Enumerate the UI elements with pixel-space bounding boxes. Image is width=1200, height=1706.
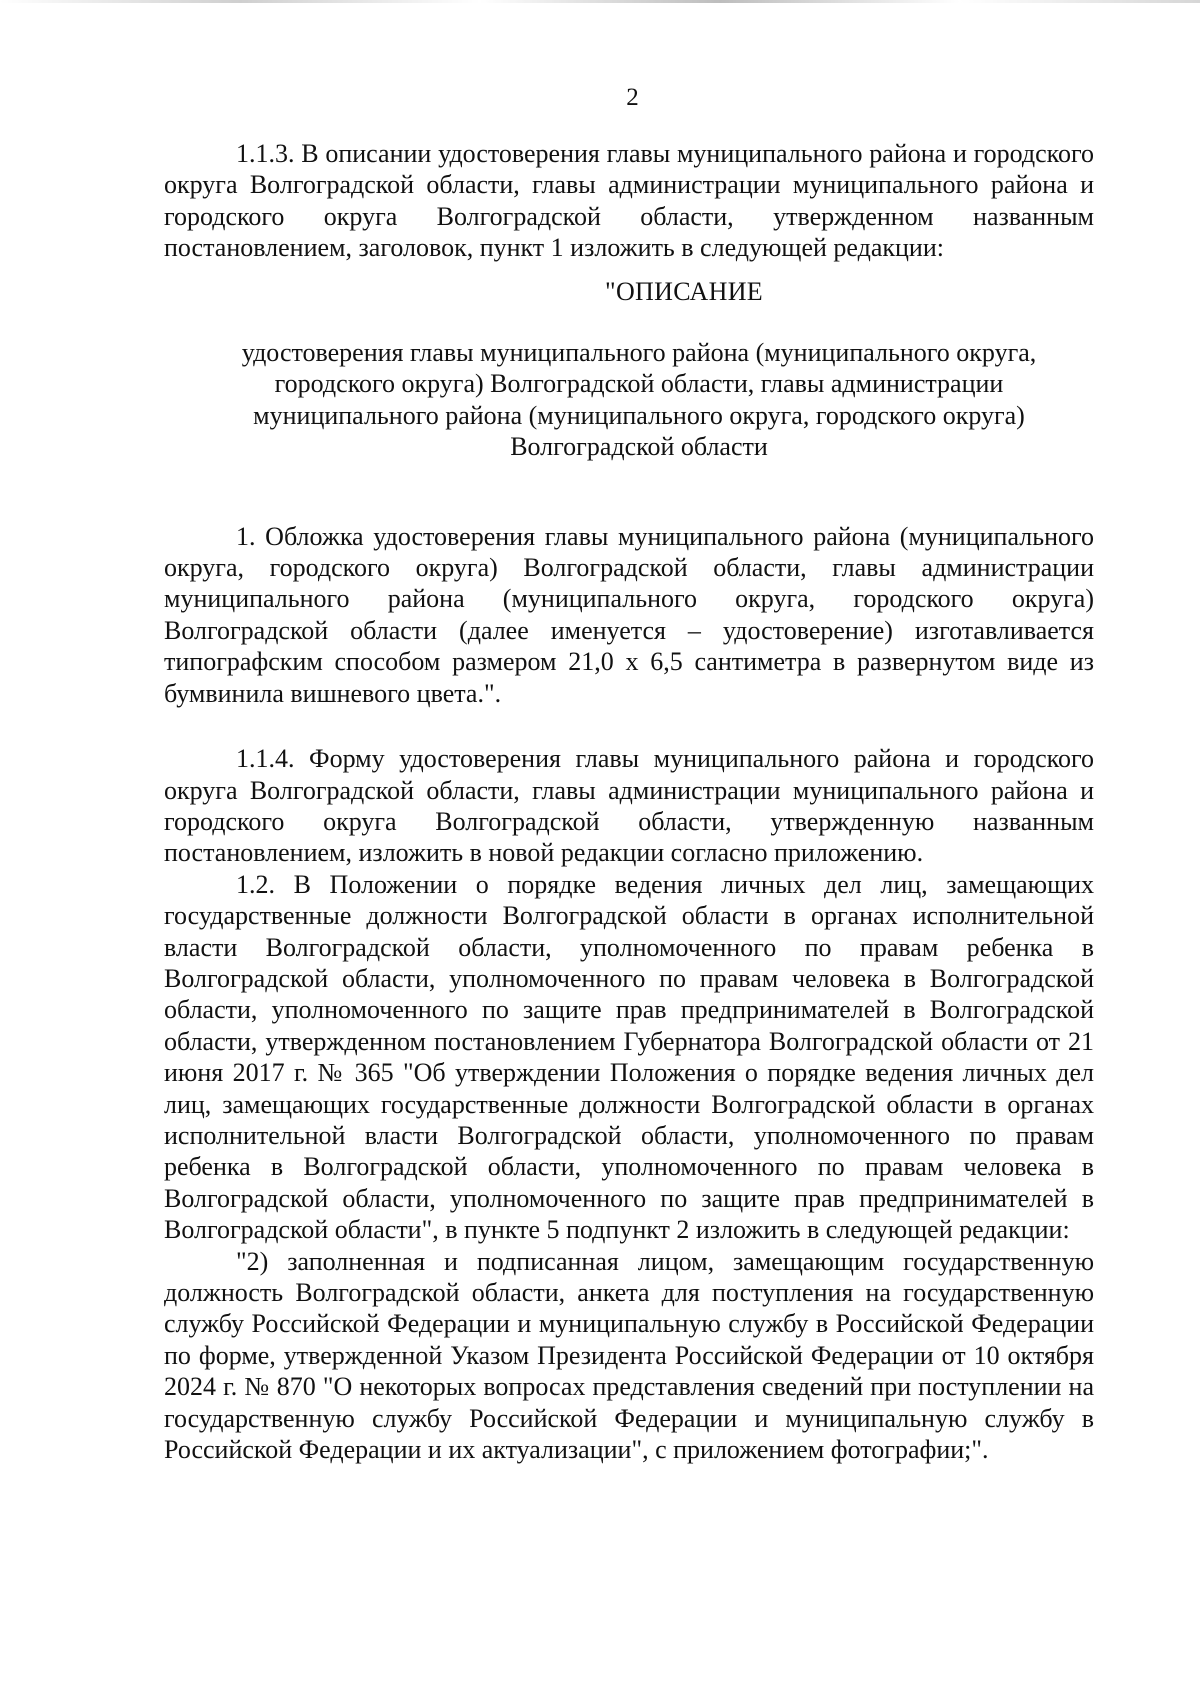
spacer bbox=[164, 709, 1094, 743]
paragraph-1-1-3: 1.1.3. В описании удостоверения главы муниципального района и городского округа Волгоградской области, главы администрации муниципального района и городского округа Волгоградской области, утвержденном названным постановлением, заголовок, пункт 1 изложить в следующей редакции: bbox=[164, 139, 1094, 263]
document-body bbox=[164, 138, 1094, 1465]
spacer bbox=[164, 463, 1094, 521]
description-subtitle bbox=[164, 337, 1094, 463]
subtitle-line-3: муниципального района (муниципального округа, городского округа) bbox=[253, 400, 1025, 430]
subtitle-line-1: удостоверения главы муниципального района (муниципального округа, bbox=[241, 338, 1037, 368]
paragraph-1-2: 1.2. В Положении о порядке ведения личных дел лиц, замещающих государственные должности Волгоградской области в органах исполнительной власти Волгоградской области, уполномоченного по правам ребенка в Волгоградской области, уполномоченного по правам человека в Волгоградской области, уполномоченного по защите прав предпринимателей в Волгоградской области, утвержденном постановлением Губернатора Волгоградской области от 21 июня 2017 г. № 365 "Об утверждении Положения о порядке ведения личных дел лиц, замещающих государственные должности Волгоградской области в органах исполнительной власти Волгоградской области, уполномоченного по правам ребенка в Волгоградской области, уполномоченного по правам человека в Волгоградской области, уполномоченного по защите прав предпринимателей в Волгоградской области", в пункте 5 подпункт 2 изложить в следующей редакции: bbox=[164, 869, 1094, 1245]
subtitle-line-4: Волгоградской области bbox=[510, 432, 768, 462]
paragraph-subpoint-2: "2) заполненная и подписанная лицом, замещающим государственную должность Волгоградской области, анкета для поступления на государственную службу Российской Федерации и муниципальную службу в Российской Федерации по форме, утвержденной Указом Президента Российской Федерации от 10 октября 2024 г. № 870 "О некоторых вопросах представления сведений при поступлении на государственную службу Российской Федерации и муниципальную службу в Российской Федерации и их актуализации", с приложением фотографии;". bbox=[164, 1246, 1094, 1465]
scan-top-edge bbox=[0, 0, 1200, 3]
paragraph-1-1-4: 1.1.4. Форму удостоверения главы муниципального района и городского округа Волгоградской области, главы администрации муниципального района и городского округа Волгоградской области, утвержденную названным постановлением, изложить в новой редакции согласно приложению. bbox=[164, 744, 1094, 868]
paragraph-cover: 1. Обложка удостоверения главы муниципального района (муниципального округа, городского округа) Волгоградской области, главы администрации муниципального района (муниципального округа, городского округа) Волгоградской области (далее именуется – удостоверение) изготавливается типографским способом размером 21,0 x 6,5 сантиметра в развернутом виде из бумвинила вишневого цвета.". bbox=[164, 521, 1094, 708]
page-number: 2 bbox=[626, 84, 639, 111]
subtitle-line-2: городского округа) Волгоградской области, главы администрации bbox=[274, 369, 1004, 399]
description-title: "ОПИСАНИЕ bbox=[605, 276, 763, 306]
